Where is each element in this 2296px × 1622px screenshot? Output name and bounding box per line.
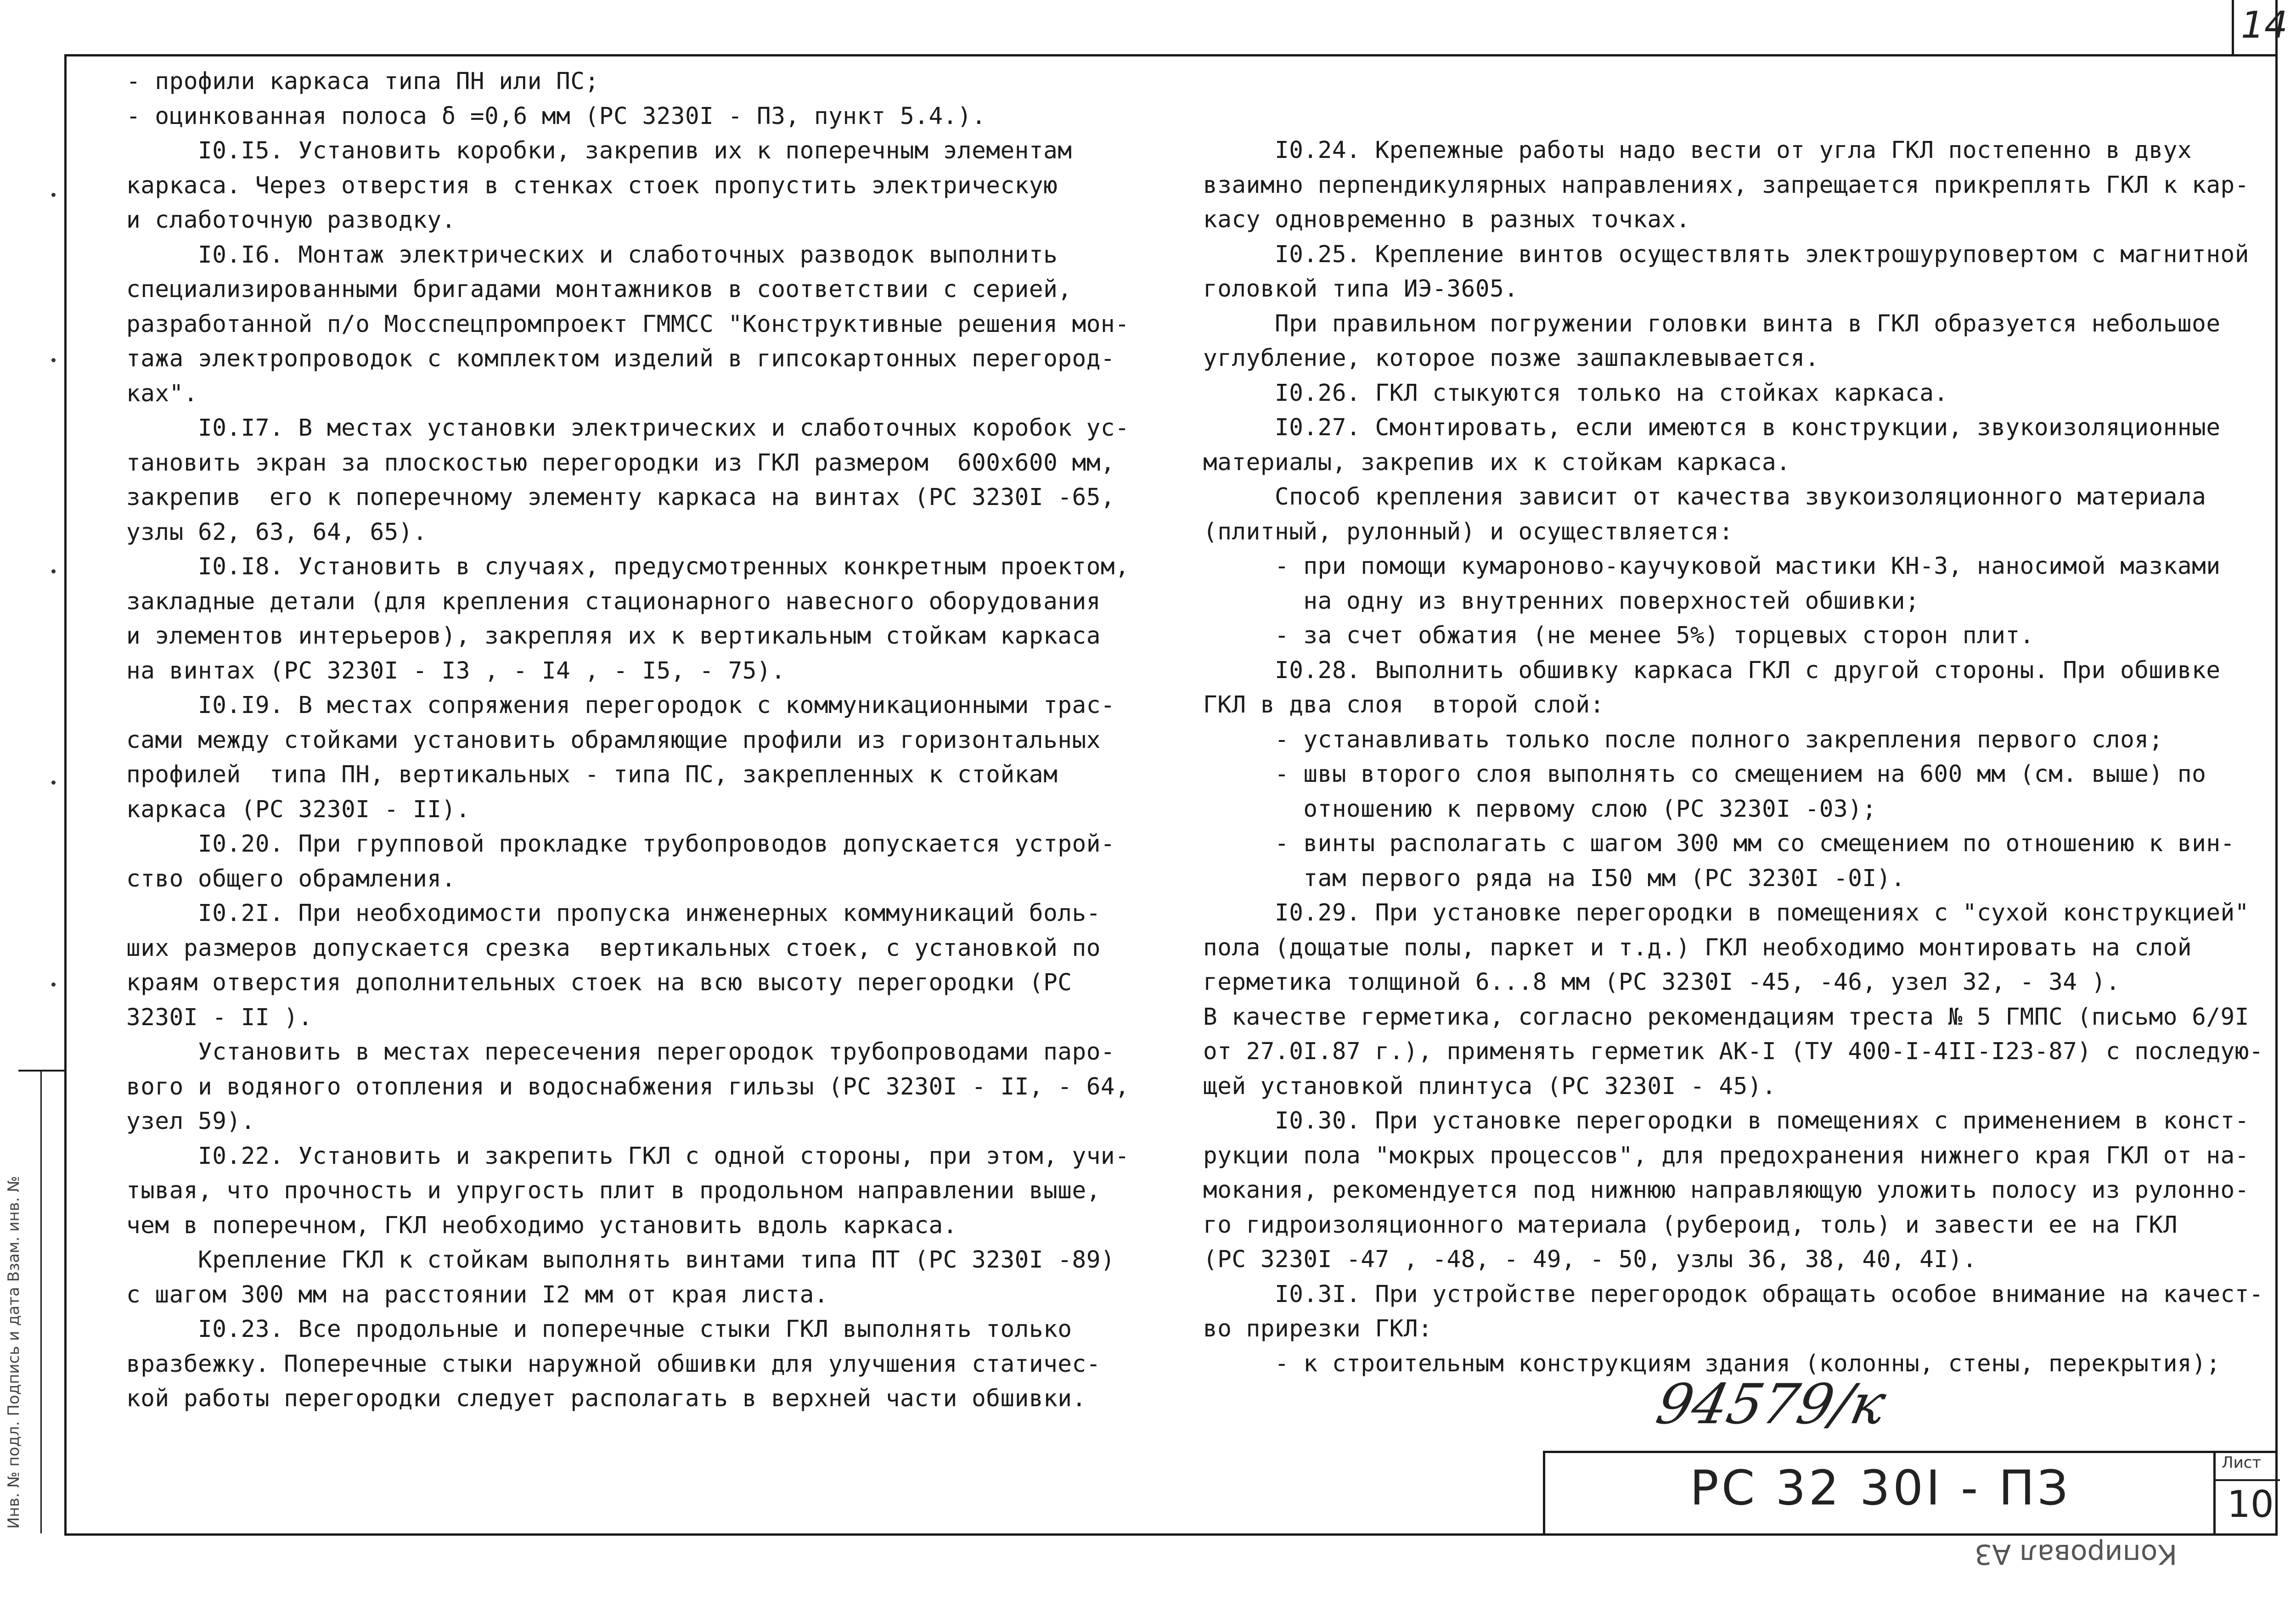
right-text-line: мокания, рекомендуется под нижнюю направляющую уложить полосу из рулонно-	[1203, 1177, 2249, 1204]
right-text-line: отношению к первому слою (РС 3230I -03);	[1203, 795, 1877, 823]
right-text-line: касу одновременно в разных точках.	[1203, 206, 1690, 233]
right-text-line: I0.28. Выполнить обшивку каркаса ГКЛ с другой стороны. При обшивке	[1203, 657, 2221, 684]
left-text-line: 3230I - II ).	[126, 1004, 313, 1031]
strip-divider	[40, 1070, 42, 1533]
left-text-line: на винтах (РС 3230I - I3 , - I4 , - I5, - 75).	[126, 657, 786, 685]
right-text-line: там первого ряда на I50 мм (РС 3230I -0I).	[1203, 864, 1906, 892]
right-text-line: углубление, которое позже зашпаклевывается.	[1203, 345, 1819, 372]
handwritten-inventory-number: 94579/к	[1651, 1373, 1891, 1437]
right-text-line: - за счет обжатия (не менее 5%) торцевых сторон плит.	[1203, 622, 2034, 649]
left-text-line: узел 59).	[126, 1108, 255, 1135]
left-text-line: Установить в местах пересечения перегородок трубопроводами паро-	[126, 1038, 1115, 1066]
left-text-line: закрепив его к поперечному элементу каркаса на винтах (РС 3230I -65,	[126, 484, 1115, 511]
left-text-line: чем в поперечном, ГКЛ необходимо установить вдоль каркаса.	[126, 1212, 957, 1239]
left-text-line: I0.I7. В местах установки электрических и слаботочных коробок ус-	[126, 415, 1130, 442]
sheet-label: Лист	[2222, 1454, 2262, 1472]
left-text-line: I0.23. Все продольные и поперечные стыки ГКЛ выполнять только	[126, 1316, 1072, 1343]
left-text-line: ках".	[126, 380, 198, 407]
right-text-line: Способ крепления зависит от качества звукоизоляционного материала	[1203, 483, 2206, 511]
left-text-line: I0.I6. Монтаж электрических и слаботочных разводок выполнить	[126, 241, 1058, 269]
sheet-number: 10	[2227, 1483, 2274, 1526]
left-text-line: тывая, что прочность и упругость плит в продольном направлении выше,	[126, 1177, 1101, 1204]
left-text-line: вого и водяного отопления и водоснабжения гильзы (РС 3230I - II, - 64,	[126, 1073, 1130, 1100]
left-text-column	[126, 64, 1129, 1416]
right-text-line: на одну из внутренних поверхностей обшивки;	[1203, 587, 1920, 615]
right-text-line: (РС 3230I -47 , -48, - 49, - 50, узлы 36, 38, 40, 4I).	[1203, 1246, 1977, 1273]
left-text-line: I0.2I. При необходимости пропуска инженерных коммуникаций боль-	[126, 900, 1101, 927]
margin-dot	[51, 193, 56, 197]
left-text-line: профилей типа ПН, вертикальных - типа ПС, закрепленных к стойкам	[126, 761, 1058, 788]
right-text-line: I0.27. Смонтировать, если имеются в конструкции, звукоизоляционные	[1203, 414, 2221, 441]
left-text-line: Крепление ГКЛ к стойкам выполнять винтами типа ПТ (РС 3230I -89)	[126, 1246, 1115, 1274]
right-text-line: (плитный, рулонный) и осуществляется:	[1203, 518, 1733, 545]
left-text-line: и элементов интерьеров), закрепляя их к вертикальным стойкам каркаса	[126, 623, 1101, 650]
right-text-line: - устанавливать только после полного закрепления первого слоя;	[1203, 726, 2163, 753]
left-stamp-strip	[18, 1070, 66, 1533]
left-text-line: ших размеров допускается срезка вертикальных стоек, с установкой по	[126, 934, 1101, 962]
margin-dot	[51, 780, 56, 785]
left-text-line: тановить экран за плоскостью перегородки из ГКЛ размером 600х600 мм,	[126, 449, 1115, 477]
sheet-cell-divider	[2216, 1479, 2280, 1481]
frame-right-border	[2275, 0, 2278, 1535]
right-text-line: - к строительным конструкциям здания (колонны, стены, перекрытия);	[1203, 1350, 2221, 1377]
left-text-line: краям отверстия дополнительных стоек на всю высоту перегородки (РС	[126, 969, 1072, 996]
left-text-line: I0.20. При групповой прокладке трубопроводов допускается устрой-	[126, 831, 1115, 858]
right-text-line: пола (дощатые полы, паркет и т.д.) ГКЛ необходимо монтировать на слой	[1203, 934, 2192, 961]
right-text-line: ГКЛ в два слоя второй слой:	[1203, 691, 1604, 718]
left-text-line: ство общего обрамления.	[126, 865, 456, 892]
right-text-line: - при помощи кумароново-каучуковой мастики КН-3, наносимой мазками	[1203, 553, 2221, 580]
left-text-line: разработанной п/о Мосспецпромпроект ГММСС "Конструктивные решения мон-	[126, 310, 1130, 338]
right-text-line: - винты располагать с шагом 300 мм со смещением по отношению к вин-	[1203, 830, 2235, 857]
left-text-line: специализированными бригадами монтажников в соответствии с серией,	[126, 276, 1072, 303]
left-text-line: тажа электропроводок с комплектом изделий в гипсокартонных перегород-	[126, 345, 1115, 372]
right-text-line: го гидроизоляционного материала (рубероид, толь) и завести ее на ГКЛ	[1203, 1211, 2178, 1239]
margin-dot	[51, 358, 56, 362]
right-text-line: I0.24. Крепежные работы надо вести от угла ГКЛ постепенно в двух	[1203, 137, 2192, 164]
left-text-line: I0.I8. Установить в случаях, предусмотренных конкретным проектом,	[126, 553, 1130, 580]
left-text-line: I0.I5. Установить коробки, закрепив их к поперечным элементам	[126, 137, 1072, 164]
right-text-line: I0.25. Крепление винтов осуществлять электрошуруповертом с магнитной	[1203, 241, 2249, 268]
right-text-line: от 27.0I.87 г.), применять герметик АК-I (ТУ 400-I-4II-I23-87) с последую-	[1203, 1038, 2264, 1065]
left-text-line: I0.I9. В местах сопряжения перегородок с коммуникационными трас-	[126, 692, 1115, 719]
right-text-line: I0.26. ГКЛ стыкуются только на стойках каркаса.	[1203, 379, 1948, 407]
left-strip-text: Инв. № подл. Подпись и дата Взам. инв. №	[5, 1176, 23, 1529]
left-text-line: - профили каркаса типа ПН или ПС;	[126, 68, 599, 95]
corner-number: 14	[2241, 4, 2288, 46]
right-text-column	[1203, 133, 2263, 1381]
right-text-line: I0.3I. При устройстве перегородок обращать особое внимание на качест-	[1203, 1280, 2264, 1308]
left-text-line: и слаботочную разводку.	[126, 207, 456, 234]
right-text-line: рукции пола "мокрых процессов", для предохранения нижнего края ГКЛ от на-	[1203, 1142, 2249, 1169]
left-text-line: кой работы перегородки следует располагать в верхней части обшивки.	[126, 1385, 1086, 1412]
frame-top-border	[64, 54, 2278, 56]
left-text-line: каркаса (РС 3230I - II).	[126, 796, 470, 823]
right-text-line: I0.29. При установке перегородки в помещениях с "сухой конструкцией"	[1203, 899, 2249, 926]
right-text-line: во прирезки ГКЛ:	[1203, 1315, 1433, 1342]
right-text-line: герметика толщиной 6...8 мм (РС 3230I -45, -46, узел 32, - 34 ).	[1203, 969, 2121, 996]
right-text-line: материалы, закрепив их к стойкам каркаса.	[1203, 449, 1791, 476]
left-text-line: узлы 62, 63, 64, 65).	[126, 518, 428, 546]
left-text-line: с шагом 300 мм на расстоянии I2 мм от края листа.	[126, 1281, 829, 1308]
right-text-line: щей установкой плинтуса (РС 3230I - 45).	[1203, 1072, 1777, 1100]
right-text-line: взаимно перпендикулярных направлениях, запрещается прикреплять ГКЛ к кар-	[1203, 171, 2249, 199]
left-text-line: закладные детали (для крепления стационарного навесного оборудования	[126, 588, 1101, 615]
left-text-line: каркаса. Через отверстия в стенках стоек пропустить электрическую	[126, 172, 1058, 199]
right-text-line: При правильном погружении головки винта в ГКЛ образуется небольшое	[1203, 310, 2221, 337]
right-text-line: В качестве герметика, согласно рекомендациям треста № 5 ГМПС (письмо 6/9I	[1203, 1003, 2249, 1031]
left-text-line: сами между стойками установить обрамляющие профили из горизонтальных	[126, 726, 1101, 754]
copy-format-stamp: Копировал А3	[1975, 1538, 2178, 1570]
left-text-line: вразбежку. Поперечные стыки наружной обшивки для улучшения статичес-	[126, 1350, 1101, 1378]
document-code: РС 32 30I - ПЗ	[1690, 1460, 2071, 1516]
margin-dot	[51, 569, 56, 573]
right-text-line: - швы второго слоя выполнять со смещением на 600 мм (см. выше) по	[1203, 761, 2206, 788]
right-text-line: I0.30. При установке перегородки в помещениях с применением в конст-	[1203, 1107, 2249, 1134]
left-text-line: I0.22. Установить и закрепить ГКЛ с одной стороны, при этом, учи-	[126, 1142, 1130, 1170]
frame-bottom-border	[64, 1533, 2278, 1536]
margin-dot	[51, 982, 56, 987]
right-text-line: головкой типа ИЭ-3605.	[1203, 275, 1519, 303]
left-text-line: - оцинкованная полоса δ =0,6 мм (РС 3230I - ПЗ, пункт 5.4.).	[126, 102, 986, 130]
